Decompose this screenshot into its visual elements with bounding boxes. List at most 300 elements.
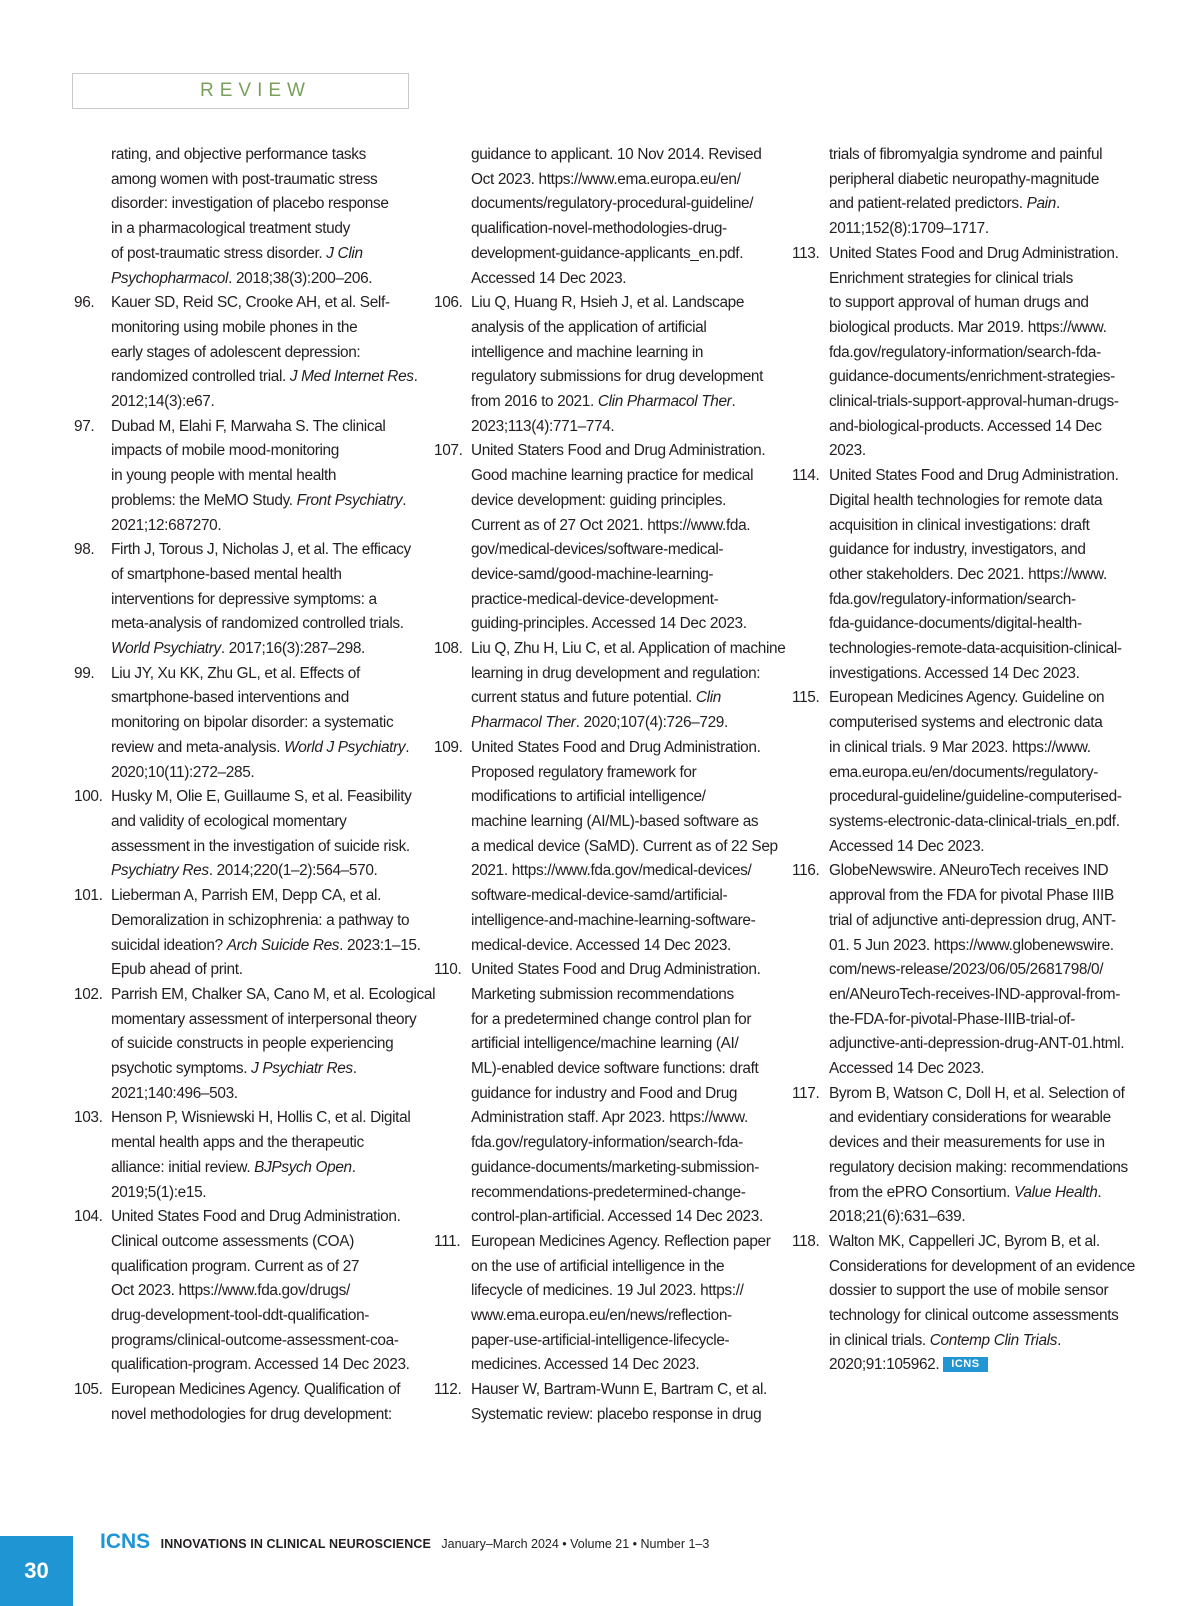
- reference-line: [829, 810, 1137, 835]
- reference-text: .: [351, 1158, 356, 1176]
- reference-text: Considerations for development of an evidence: [829, 1257, 1135, 1275]
- reference-line: [829, 934, 1137, 959]
- reference-text: early stages of adolescent depression:: [111, 343, 361, 361]
- reference-text: artificial intelligence/machine learning (AI/: [471, 1035, 739, 1053]
- reference-text: qualification-program. Accessed 14 Dec 2023.: [111, 1356, 410, 1374]
- reference-line: [829, 341, 1137, 366]
- reference-entry: [74, 662, 419, 786]
- reference-line: [111, 242, 419, 267]
- reference-line: [471, 242, 779, 267]
- reference-line: [111, 1255, 419, 1280]
- reference-line: [471, 1255, 779, 1280]
- reference-text: Accessed 14 Dec 2023.: [829, 1060, 985, 1078]
- reference-text: Good machine learning practice for medical: [471, 467, 754, 485]
- reference-line: [829, 365, 1137, 390]
- reference-text: monitoring on bipolar disorder: a systematic: [111, 714, 394, 732]
- reference-line: [111, 588, 419, 613]
- reference-text: Accessed 14 Dec 2023.: [829, 837, 985, 855]
- reference-line: [471, 192, 779, 217]
- reference-text: www.ema.europa.eu/en/news/reflection-: [471, 1307, 732, 1325]
- reference-line: [111, 711, 419, 736]
- reference-number: 113.: [792, 244, 820, 262]
- reference-text: 2021;12:687270.: [111, 516, 222, 534]
- footer-brand: ICNS: [100, 1530, 151, 1553]
- reference-number: 106.: [434, 294, 463, 312]
- reference-text: device development: guiding principles.: [471, 491, 726, 509]
- reference-text: disorder: investigation of placebo response: [111, 195, 389, 213]
- reference-text: Administration staff. Apr 2023. https://www.: [471, 1109, 748, 1127]
- reference-line: [471, 415, 779, 440]
- reference-text: impacts of mobile mood-monitoring: [111, 442, 339, 460]
- reference-entry: [792, 1082, 1137, 1230]
- reference-text: 2018;21(6):631–639.: [829, 1208, 966, 1226]
- reference-line: [111, 1304, 419, 1329]
- reference-number: 118.: [792, 1232, 820, 1250]
- reference-text: from 2016 to 2021.: [471, 393, 598, 411]
- reference-line: [829, 390, 1137, 415]
- reference-line: [111, 810, 419, 835]
- reference-line: [829, 1255, 1137, 1280]
- reference-text: among women with post-traumatic stress: [111, 170, 378, 188]
- reference-line: [471, 835, 779, 860]
- reference-line: [829, 267, 1137, 292]
- reference-text: medical-device. Accessed 14 Dec 2023.: [471, 936, 731, 954]
- reference-text: Byrom B, Watson C, Doll H, et al. Selection of: [829, 1084, 1125, 1102]
- reference-text: guidance-documents/enrichment-strategies-: [829, 368, 1115, 386]
- reference-line: [829, 291, 1137, 316]
- reference-text: from the ePRO Consortium.: [829, 1183, 1015, 1201]
- reference-text: mental health apps and the therapeutic: [111, 1134, 364, 1152]
- reference-line: [111, 365, 419, 390]
- reference-text: . 2023:1–15.: [339, 936, 421, 954]
- reference-line: [829, 538, 1137, 563]
- reference-entry: [74, 291, 419, 415]
- reference-continuation: [792, 143, 1137, 242]
- reference-line: [111, 390, 419, 415]
- reference-text: dossier to support the use of mobile sensor: [829, 1282, 1109, 1300]
- reference-line: [829, 711, 1137, 736]
- reference-line: [111, 859, 419, 884]
- reference-line: [471, 563, 779, 588]
- reference-line: [829, 489, 1137, 514]
- reference-text: Systematic review: placebo response in drug: [471, 1405, 762, 1423]
- reference-line: [471, 1032, 779, 1057]
- reference-entry: [434, 291, 779, 439]
- reference-text: .: [1055, 195, 1060, 213]
- reference-line: [471, 736, 779, 761]
- journal-title: Psychiatry Res: [111, 862, 209, 880]
- reference-text: 2012;14(3):e67.: [111, 393, 215, 411]
- reference-line: [111, 143, 419, 168]
- reference-text: device-samd/good-machine-learning-: [471, 565, 714, 583]
- reference-line: [111, 958, 419, 983]
- journal-title: Psychopharmacol: [111, 269, 229, 287]
- reference-line: [471, 958, 779, 983]
- reference-text: Parrish EM, Chalker SA, Cano M, et al. Ecological: [111, 985, 436, 1003]
- reference-line: [111, 563, 419, 588]
- reference-column-3: [792, 143, 1137, 1378]
- reference-line: [471, 859, 779, 884]
- reference-number: 101.: [74, 887, 103, 905]
- reference-text: lifecycle of medicines. 19 Jul 2023. https://: [471, 1282, 744, 1300]
- reference-line: [111, 736, 419, 761]
- reference-line: [471, 662, 779, 687]
- reference-line: [471, 761, 779, 786]
- reference-text: qualification program. Current as of 27: [111, 1257, 360, 1275]
- reference-text: .: [405, 738, 410, 756]
- reference-text: Demoralization in schizophrenia: a pathway to: [111, 911, 410, 929]
- reference-text: to support approval of human drugs and: [829, 294, 1089, 312]
- reference-text: . 2017;16(3):287–298.: [220, 640, 365, 658]
- reference-line: [111, 267, 419, 292]
- journal-title: J Med Internet Res: [289, 368, 414, 386]
- reference-entry: [434, 1378, 779, 1427]
- reference-line: [111, 415, 419, 440]
- reference-line: [111, 1032, 419, 1057]
- reference-line: [111, 1353, 419, 1378]
- reference-text: and patient-related predictors.: [829, 195, 1027, 213]
- reference-continuation: [74, 143, 419, 291]
- reference-line: [471, 1304, 779, 1329]
- reference-text: trial of adjunctive anti-depression drug, ANT-: [829, 911, 1116, 929]
- reference-line: [829, 1353, 1137, 1378]
- reference-line: [111, 686, 419, 711]
- reference-text: monitoring using mobile phones in the: [111, 318, 358, 336]
- page-number: 30: [0, 1536, 73, 1606]
- journal-title: Value Health: [1014, 1183, 1098, 1201]
- reference-line: [829, 143, 1137, 168]
- reference-number: 103.: [74, 1109, 103, 1127]
- reference-text: Liu JY, Xu KK, Zhu GL, et al. Effects of: [111, 664, 360, 682]
- reference-line: [111, 192, 419, 217]
- reference-text: European Medicines Agency. Reflection paper: [471, 1232, 771, 1250]
- reference-text: regulatory submissions for drug development: [471, 368, 764, 386]
- reference-line: [471, 1106, 779, 1131]
- reference-line: [829, 1329, 1137, 1354]
- reference-number: 112.: [434, 1381, 462, 1399]
- reference-text: .: [352, 1060, 357, 1078]
- reference-text: 2020;91:105962.: [829, 1356, 940, 1374]
- reference-line: [829, 1032, 1137, 1057]
- journal-title: Arch Suicide Res: [226, 936, 340, 954]
- reference-text: qualification-novel-methodologies-drug-: [471, 220, 727, 238]
- reference-line: [111, 785, 419, 810]
- reference-line: [111, 1279, 419, 1304]
- reference-line: [471, 785, 779, 810]
- reference-line: [829, 1230, 1137, 1255]
- reference-line: [111, 1156, 419, 1181]
- reference-text: development-guidance-applicants_en.pdf.: [471, 244, 744, 262]
- reference-line: [471, 909, 779, 934]
- reference-text: acquisition in clinical investigations: draft: [829, 516, 1090, 534]
- reference-text: 2011;152(8):1709–1717.: [829, 220, 989, 238]
- reference-text: and-biological-products. Accessed 14 Dec: [829, 417, 1102, 435]
- reference-text: European Medicines Agency. Qualification of: [111, 1381, 401, 1399]
- reference-entry: [434, 637, 786, 736]
- reference-text: com/news-release/2023/06/05/2681798/0/: [829, 961, 1104, 979]
- reference-text: Accessed 14 Dec 2023.: [471, 269, 627, 287]
- reference-line: [829, 958, 1137, 983]
- reference-text: . 2018;38(3):200–206.: [228, 269, 373, 287]
- reference-entry: [434, 958, 779, 1230]
- reference-text: Liu Q, Huang R, Hsieh J, et al. Landscape: [471, 294, 745, 312]
- reference-text: drug-development-tool-ddt-qualification-: [111, 1307, 370, 1325]
- reference-text: of smartphone-based mental health: [111, 565, 342, 583]
- reference-text: devices and their measurements for use in: [829, 1134, 1105, 1152]
- reference-line: [111, 168, 419, 193]
- reference-text: . 2014;220(1–2):564–570.: [208, 862, 378, 880]
- reference-line: [829, 192, 1137, 217]
- reference-line: [829, 1131, 1137, 1156]
- reference-number: 105.: [74, 1381, 103, 1399]
- reference-text: Current as of 27 Oct 2021. https://www.fda.: [471, 516, 751, 534]
- reference-line: [471, 365, 779, 390]
- reference-text: guiding-principles. Accessed 14 Dec 2023.: [471, 615, 747, 633]
- reference-number: 97.: [74, 417, 95, 435]
- reference-text: fda-guidance-documents/digital-health-: [829, 615, 1082, 633]
- reference-line: [829, 884, 1137, 909]
- reference-line: [471, 637, 786, 662]
- reference-text: modifications to artificial intelligence/: [471, 788, 706, 806]
- reference-line: [471, 1156, 779, 1181]
- reference-line: [111, 464, 419, 489]
- reference-line: [471, 1353, 779, 1378]
- reference-line: [111, 291, 419, 316]
- reference-entry: [434, 1230, 779, 1378]
- reference-number: 115.: [792, 689, 820, 707]
- reference-line: [829, 736, 1137, 761]
- reference-text: rating, and objective performance tasks: [111, 146, 366, 163]
- reference-text: suicidal ideation?: [111, 936, 227, 954]
- reference-text: 2023;113(4):771–774.: [471, 417, 615, 435]
- end-of-article-badge: ICNS: [943, 1357, 987, 1372]
- reference-text: interventions for depressive symptoms: a: [111, 590, 377, 608]
- reference-line: [471, 810, 779, 835]
- reference-text: Walton MK, Cappelleri JC, Byrom B, et al.: [829, 1232, 1100, 1250]
- reference-line: [111, 835, 419, 860]
- reference-text: Henson P, Wisniewski H, Hollis C, et al. Digital: [111, 1109, 411, 1127]
- reference-text: 2023.: [829, 442, 866, 460]
- reference-line: [111, 1205, 419, 1230]
- reference-text: 2019;5(1):e15.: [111, 1183, 207, 1201]
- reference-text: current status and future potential.: [471, 689, 696, 707]
- journal-title: World Psychiatry: [111, 640, 221, 658]
- reference-text: Lieberman A, Parrish EM, Depp CA, et al.: [111, 887, 381, 905]
- reference-number: 109.: [434, 738, 463, 756]
- reference-text: novel methodologies for drug development:: [111, 1405, 392, 1423]
- reference-number: 111.: [434, 1232, 461, 1250]
- reference-text: 2021;140:496–503.: [111, 1084, 238, 1102]
- reference-column-1: [74, 143, 436, 1428]
- reference-line: [829, 439, 1137, 464]
- reference-text: Firth J, Torous J, Nicholas J, et al. The efficacy: [111, 541, 411, 559]
- reference-text: United States Food and Drug Administration.: [111, 1208, 401, 1226]
- reference-line: [829, 1304, 1137, 1329]
- reference-line: [471, 1403, 779, 1428]
- reference-line: [111, 1008, 419, 1033]
- journal-title: BJPsych Open: [254, 1158, 352, 1176]
- reference-text: fda.gov/regulatory-information/search-fda-: [471, 1134, 743, 1152]
- reference-line: [471, 291, 779, 316]
- reference-text: .: [731, 393, 736, 411]
- reference-number: 102.: [74, 985, 103, 1003]
- reference-line: [471, 341, 779, 366]
- reference-text: in clinical trials. 9 Mar 2023. https://www.: [829, 738, 1091, 756]
- journal-title: Pharmacol Ther: [471, 714, 576, 732]
- footer-journal-name: INNOVATIONS IN CLINICAL NEUROSCIENCE: [160, 1537, 431, 1551]
- reference-text: Proposed regulatory framework for: [471, 763, 697, 781]
- reference-line: [471, 1279, 779, 1304]
- reference-text: peripheral diabetic neuropathy-magnitude: [829, 170, 1100, 188]
- reference-text: Clinical outcome assessments (COA): [111, 1232, 354, 1250]
- reference-text: fda.gov/regulatory-information/search-fda-: [829, 343, 1101, 361]
- reference-line: [111, 1403, 419, 1428]
- reference-line: [111, 1106, 419, 1131]
- reference-entry: [74, 1106, 419, 1205]
- reference-entry: [74, 415, 419, 539]
- reference-text: approval from the FDA for pivotal Phase IIIB: [829, 887, 1114, 905]
- reference-text: technology for clinical outcome assessments: [829, 1307, 1119, 1325]
- reference-text: randomized controlled trial.: [111, 368, 290, 386]
- reference-line: [111, 1131, 419, 1156]
- reference-line: [111, 1378, 419, 1403]
- reference-entry: [792, 1230, 1137, 1378]
- reference-text: medicines. Accessed 14 Dec 2023.: [471, 1356, 700, 1374]
- reference-line: [471, 143, 779, 168]
- reference-line: [471, 464, 779, 489]
- reference-line: [111, 662, 419, 687]
- reference-line: [829, 1181, 1137, 1206]
- reference-number: 114.: [792, 467, 820, 485]
- reference-line: [471, 514, 779, 539]
- reference-number: 96.: [74, 294, 95, 312]
- reference-text: United States Food and Drug Administration.: [829, 244, 1119, 262]
- footer: [100, 1530, 709, 1560]
- reference-number: 108.: [434, 640, 463, 658]
- reference-number: 100.: [74, 788, 103, 806]
- reference-line: [829, 662, 1137, 687]
- reference-continuation: [434, 143, 779, 291]
- reference-entry: [74, 983, 436, 1107]
- reference-entry: [792, 464, 1137, 686]
- reference-entry: [792, 859, 1137, 1081]
- reference-entry: [434, 439, 779, 637]
- reference-text: intelligence-and-machine-learning-software-: [471, 911, 756, 929]
- reference-line: [471, 217, 779, 242]
- reference-entry: [74, 538, 419, 662]
- reference-text: adjunctive-anti-depression-drug-ANT-01.html.: [829, 1035, 1125, 1053]
- reference-text: Epub ahead of print.: [111, 961, 243, 979]
- reference-text: and evidentiary considerations for wearable: [829, 1109, 1111, 1127]
- reference-text: Hauser W, Bartram-Wunn E, Bartram C, et al.: [471, 1381, 767, 1399]
- reference-line: [111, 1329, 419, 1354]
- journal-title: Contemp Clin Trials: [929, 1331, 1058, 1349]
- reference-line: [829, 761, 1137, 786]
- reference-number: 117.: [792, 1084, 820, 1102]
- reference-line: [829, 1106, 1137, 1131]
- reference-line: [471, 439, 779, 464]
- reference-text: .: [402, 491, 407, 509]
- reference-text: ema.europa.eu/en/documents/regulatory-: [829, 763, 1099, 781]
- reference-text: machine learning (AI/ML)-based software as: [471, 812, 759, 830]
- reference-line: [829, 464, 1137, 489]
- reference-text: United States Food and Drug Administration.: [471, 738, 761, 756]
- reference-line: [471, 1378, 779, 1403]
- reference-line: [471, 686, 779, 711]
- reference-line: [111, 538, 419, 563]
- reference-number: 99.: [74, 664, 95, 682]
- reference-text: guidance to applicant. 10 Nov 2014. Revised: [471, 146, 762, 163]
- reference-text: in young people with mental health: [111, 467, 337, 485]
- reference-line: [111, 909, 419, 934]
- reference-text: United States Food and Drug Administration.: [829, 467, 1119, 485]
- reference-line: [829, 983, 1137, 1008]
- reference-line: [471, 168, 779, 193]
- reference-line: [829, 859, 1137, 884]
- reference-line: [471, 489, 779, 514]
- reference-entry: [74, 884, 419, 983]
- reference-line: [471, 1131, 779, 1156]
- reference-line: [111, 637, 419, 662]
- reference-text: paper-use-artificial-intelligence-lifecycle-: [471, 1331, 730, 1349]
- reference-text: psychotic symptoms.: [111, 1060, 252, 1078]
- reference-text: fda.gov/regulatory-information/search-: [829, 590, 1076, 608]
- reference-text: Oct 2023. https://www.fda.gov/drugs/: [111, 1282, 350, 1300]
- reference-text: meta-analysis of randomized controlled trials.: [111, 615, 404, 633]
- reference-line: [471, 1082, 779, 1107]
- reference-line: [471, 1181, 779, 1206]
- reference-text: United States Food and Drug Administration.: [471, 961, 761, 979]
- reference-text: .: [1057, 1331, 1062, 1349]
- reference-line: [471, 267, 779, 292]
- reference-line: [829, 1057, 1137, 1082]
- reference-text: problems: the MeMO Study.: [111, 491, 297, 509]
- reference-line: [111, 316, 419, 341]
- reference-text: review and meta-analysis.: [111, 738, 285, 756]
- reference-line: [829, 612, 1137, 637]
- reference-text: biological products. Mar 2019. https://www.: [829, 318, 1107, 336]
- reference-line: [471, 934, 779, 959]
- reference-text: alliance: initial review.: [111, 1158, 255, 1176]
- reference-line: [471, 612, 779, 637]
- reference-text: practice-medical-device-development-: [471, 590, 719, 608]
- reference-line: [829, 1205, 1137, 1230]
- reference-line: [829, 1279, 1137, 1304]
- reference-text: .: [1097, 1183, 1102, 1201]
- reference-text: 01. 5 Jun 2023. https://www.globenewswire.: [829, 936, 1114, 954]
- reference-text: Enrichment strategies for clinical trials: [829, 269, 1073, 287]
- reference-text: 2020;10(11):272–285.: [111, 763, 255, 781]
- reference-line: [829, 1156, 1137, 1181]
- reference-text: in clinical trials.: [829, 1331, 930, 1349]
- reference-line: [111, 1057, 419, 1082]
- section-label: REVIEW: [200, 80, 311, 101]
- reference-text: Dubad M, Elahi F, Marwaha S. The clinical: [111, 417, 386, 435]
- footer-issue: January–March 2024 • Volume 21 • Number 1–3: [441, 1537, 710, 1551]
- reference-text: European Medicines Agency. Guideline on: [829, 689, 1105, 707]
- reference-text: Kauer SD, Reid SC, Crooke AH, et al. Self-: [111, 294, 390, 312]
- journal-title: J Psychiatr Res: [251, 1060, 353, 1078]
- reference-text: guidance for industry, investigators, and: [829, 541, 1086, 559]
- journal-title: World J Psychiatry: [284, 738, 406, 756]
- reference-text: smartphone-based interventions and: [111, 689, 349, 707]
- reference-text: intelligence and machine learning in: [471, 343, 704, 361]
- reference-line: [829, 909, 1137, 934]
- reference-text: documents/regulatory-procedural-guideline/: [471, 195, 754, 213]
- reference-number: 107.: [434, 442, 463, 460]
- reference-text: Oct 2023. https://www.ema.europa.eu/en/: [471, 170, 741, 188]
- journal-title: J Clin: [326, 244, 363, 262]
